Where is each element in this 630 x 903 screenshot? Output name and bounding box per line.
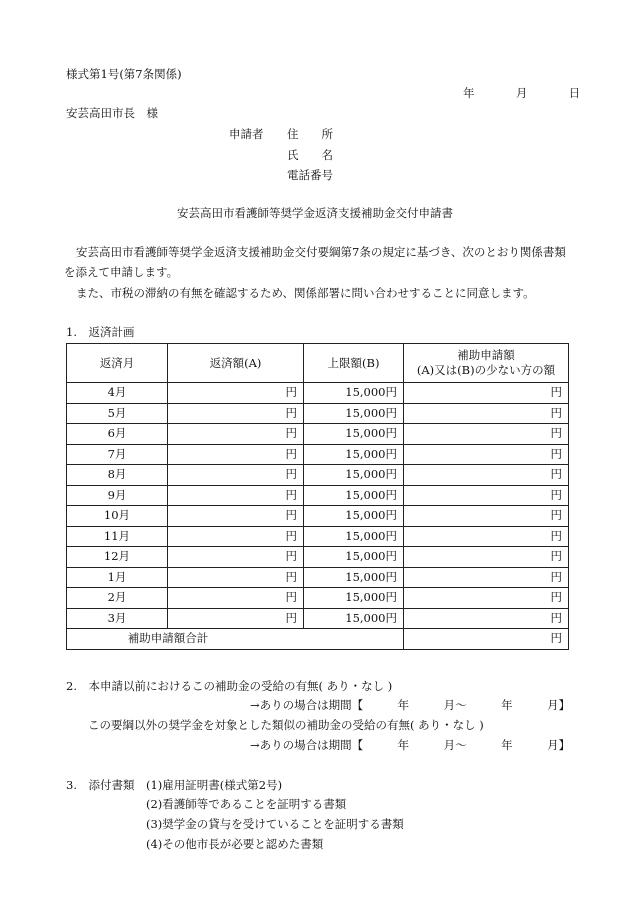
amount-cell: 円 (168, 403, 304, 424)
limit-cell: 15,000円 (304, 608, 404, 629)
date-line (463, 88, 580, 100)
table-row (67, 444, 569, 465)
amount-cell: 円 (168, 383, 304, 404)
limit-cell: 15,000円 (304, 506, 404, 527)
month-cell: 2月 (67, 588, 168, 609)
table-header-row (67, 344, 569, 383)
total-label: 補助申請額合計 (67, 629, 404, 650)
month-cell: 3月 (67, 608, 168, 629)
table-row (67, 403, 569, 424)
amount-cell: 円 (168, 465, 304, 486)
limit-cell: 15,000円 (304, 444, 404, 465)
table-row (67, 567, 569, 588)
applicant-address-label: 住 所 (287, 127, 333, 141)
month-cell: 8月 (67, 465, 168, 486)
header-request (404, 344, 569, 383)
amount-cell: 円 (168, 424, 304, 445)
request-cell: 円 (404, 485, 569, 506)
attachment-item-2: (2)看護師等であることを証明する書類 (146, 797, 347, 811)
table-row (67, 547, 569, 568)
page-title: 安芸高田市看護師等奨学金返済支援補助金交付申請書 (177, 206, 453, 220)
total-request-cell: 円 (404, 629, 569, 650)
table-total-row (67, 629, 569, 650)
table-row (67, 506, 569, 527)
request-cell: 円 (404, 444, 569, 465)
limit-cell: 15,000円 (304, 567, 404, 588)
date-day-label: 日 (568, 86, 581, 100)
request-cell: 円 (404, 424, 569, 445)
amount-cell: 円 (168, 547, 304, 568)
request-cell: 円 (404, 526, 569, 547)
request-cell: 円 (404, 506, 569, 527)
table-row (67, 608, 569, 629)
intro-line-1: 安芸高田市看護師等奨学金返済支援補助金交付要綱第7条の規定に基づき、次のとおり関係書類 (76, 245, 566, 259)
amount-cell: 円 (168, 444, 304, 465)
amount-cell: 円 (168, 485, 304, 506)
section2-q2: この要綱以外の奨学金を対象とした類似の補助金の受給の有無( あり・なし ) (88, 718, 484, 732)
request-cell: 円 (404, 383, 569, 404)
month-cell: 6月 (67, 424, 168, 445)
repayment-plan-table (66, 343, 569, 650)
section2-q2-period: →ありの場合は期間【 年 月～ 年 月】 (250, 738, 571, 752)
attachment-item-3: (3)奨学金の貸与を受けていることを証明する書類 (146, 817, 404, 831)
date-year-label: 年 (463, 86, 475, 100)
limit-cell: 15,000円 (304, 465, 404, 486)
amount-cell: 円 (168, 506, 304, 527)
amount-cell: 円 (168, 526, 304, 547)
month-cell: 10月 (67, 506, 168, 527)
request-cell: 円 (404, 403, 569, 424)
request-cell: 円 (404, 547, 569, 568)
limit-cell: 15,000円 (304, 424, 404, 445)
section1-heading: 1. 返済計画 (66, 325, 135, 339)
table-row (67, 383, 569, 404)
date-month-label: 月 (515, 86, 528, 100)
limit-cell: 15,000円 (304, 485, 404, 506)
amount-cell: 円 (168, 567, 304, 588)
attachment-item-4: (4)その他市長が必要と認めた書類 (146, 837, 324, 851)
section2-q1-period: →ありの場合は期間【 年 月～ 年 月】 (250, 698, 571, 712)
table-row (67, 526, 569, 547)
header-amount: 返済額(A) (168, 344, 304, 383)
table-body (67, 383, 569, 629)
month-cell: 9月 (67, 485, 168, 506)
attachment-item-1: (1)雇用証明書(様式第2号) (146, 778, 283, 792)
intro-line-2: を添えて申請します。 (64, 265, 179, 279)
amount-cell: 円 (168, 608, 304, 629)
addressee: 安芸高田市長 様 (66, 106, 158, 120)
amount-cell: 円 (168, 588, 304, 609)
month-cell: 1月 (67, 567, 168, 588)
month-cell: 11月 (67, 526, 168, 547)
header-month: 返済月 (67, 344, 168, 383)
month-cell: 7月 (67, 444, 168, 465)
table-row (67, 424, 569, 445)
limit-cell: 15,000円 (304, 403, 404, 424)
limit-cell: 15,000円 (304, 547, 404, 568)
section3-heading: 3. 添付書類 (66, 778, 135, 792)
applicant-name-label: 氏 名 (287, 148, 333, 162)
table-row (67, 588, 569, 609)
month-cell: 5月 (67, 403, 168, 424)
month-cell: 12月 (67, 547, 168, 568)
form-number: 様式第1号(第7条関係) (66, 67, 182, 81)
request-cell: 円 (404, 588, 569, 609)
header-request-line1: 補助申請額 (457, 348, 515, 362)
request-cell: 円 (404, 567, 569, 588)
table-row (67, 485, 569, 506)
header-request-line2: (A)又は(B)の少ない方の額 (416, 363, 556, 377)
section2-q1: 2. 本申請以前におけるこの補助金の受給の有無( あり・なし ) (66, 679, 393, 693)
request-cell: 円 (404, 608, 569, 629)
applicant-label: 申請者 (229, 127, 264, 141)
limit-cell: 15,000円 (304, 383, 404, 404)
intro-line-3: また、市税の滞納の有無を確認するため、関係部署に問い合わせすることに同意します。 (76, 286, 535, 300)
header-limit: 上限額(B) (304, 344, 404, 383)
applicant-phone-label: 電話番号 (287, 168, 333, 182)
limit-cell: 15,000円 (304, 526, 404, 547)
table-row (67, 465, 569, 486)
month-cell: 4月 (67, 383, 168, 404)
request-cell: 円 (404, 465, 569, 486)
limit-cell: 15,000円 (304, 588, 404, 609)
